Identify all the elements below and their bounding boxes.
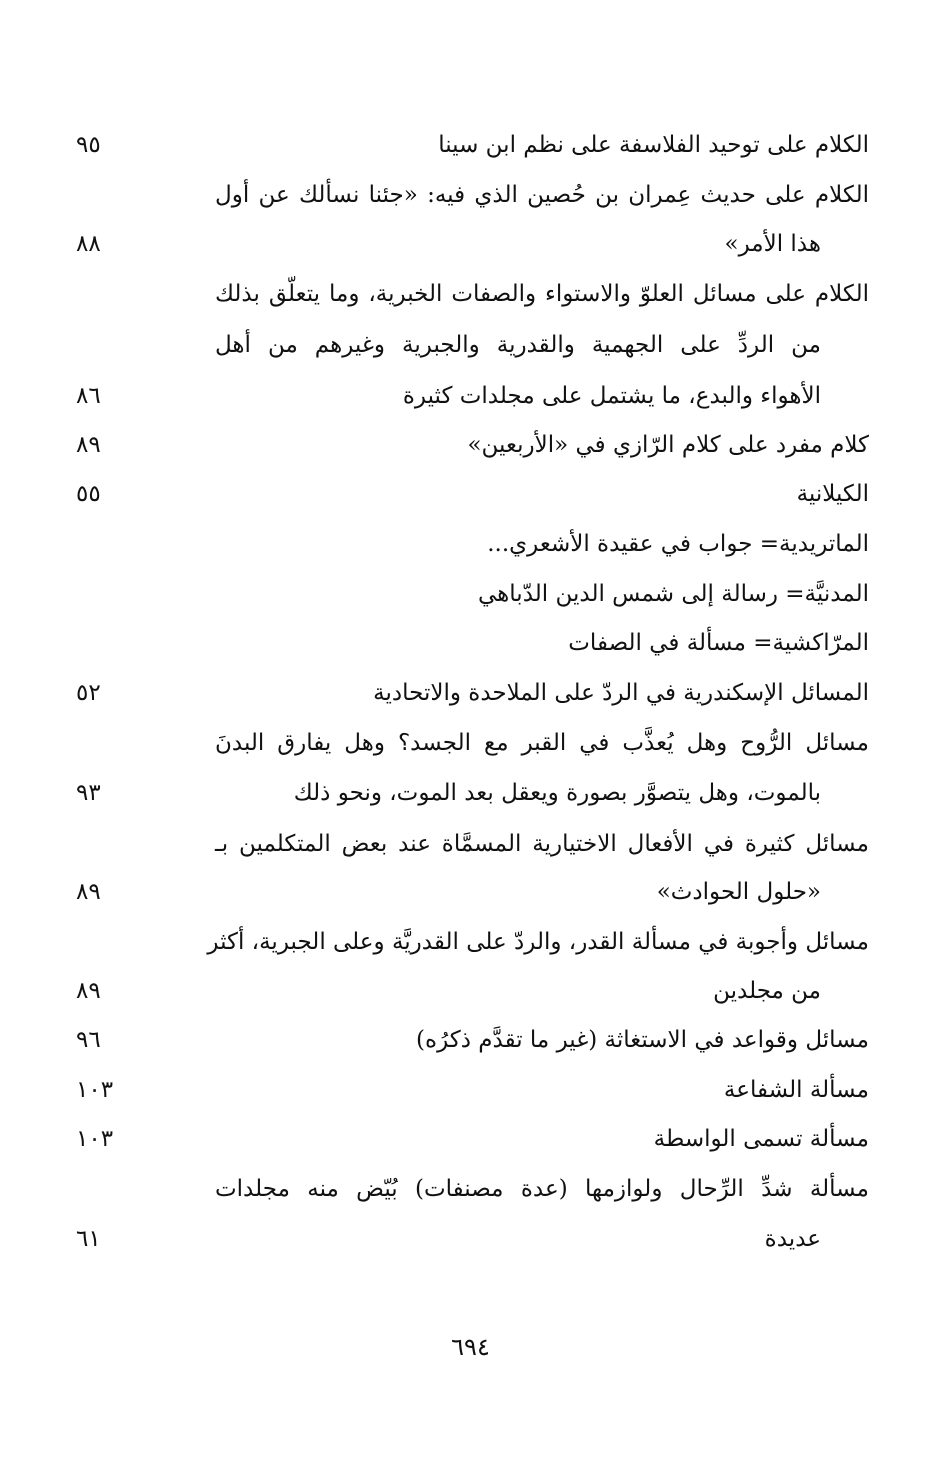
index-line xyxy=(70,967,869,1015)
page-number-footer: ٦٩٤ xyxy=(451,1333,490,1361)
index-line xyxy=(70,570,869,618)
index-page-number: ٥٥ xyxy=(76,481,101,507)
index-line xyxy=(70,1215,869,1263)
index-line xyxy=(70,121,869,169)
index-page-number: ١٠٣ xyxy=(76,1126,114,1152)
index-line xyxy=(70,868,869,916)
index-entry-text: المسائل الإسكندرية في الردّ على الملاحدة والاتحادية xyxy=(373,680,869,706)
index-page-number: ٩٣ xyxy=(76,780,101,806)
index-entry-text: من مجلدين xyxy=(713,978,821,1004)
index-line xyxy=(70,1066,869,1114)
index-line xyxy=(70,1165,869,1213)
index-entry-text: مسائل كثيرة في الأفعال الاختيارية المسمَّاة عند بعض المتكلمين بـ xyxy=(215,831,869,857)
index-entry-text: من الردِّ على الجهمية والقدرية والجبرية وغيرهم من أهل xyxy=(215,332,821,358)
index-page-number: ٨٨ xyxy=(76,231,101,257)
index-entry-text: بالموت، وهل يتصوَّر بصورة ويعقل بعد الموت، ونحو ذلك xyxy=(293,780,821,806)
index-line xyxy=(70,171,869,219)
index-entry-text: مسائل وأجوبة في مسألة القدر، والردّ على القدريَّة وعلى الجبرية، أكثر xyxy=(207,929,869,955)
index-line xyxy=(70,769,869,817)
index-page-number: ٨٩ xyxy=(76,978,101,1004)
index-page-number: ٥٢ xyxy=(76,680,101,706)
index-entry-text: هذا الأمر» xyxy=(724,231,821,257)
index-line xyxy=(70,220,869,268)
index-entry-text: مسألة الشفاعة xyxy=(723,1077,869,1103)
index-line xyxy=(70,918,869,966)
index-page-number: ٦١ xyxy=(76,1226,101,1252)
index-entry-text: مسألة تسمى الواسطة xyxy=(653,1126,869,1152)
index-entry-text: «حلول الحوادث» xyxy=(656,879,821,905)
index-entry-text: الأهواء والبدع، ما يشتمل على مجلدات كثيرة xyxy=(402,383,821,409)
index-entry-text: الكيلانية xyxy=(796,481,869,507)
index-line xyxy=(70,820,869,868)
index-entry-text: عديدة xyxy=(764,1226,821,1252)
index-page-number: ٩٥ xyxy=(76,132,101,158)
index-line xyxy=(70,372,869,420)
index-page-number: ٨٩ xyxy=(76,879,101,905)
index-line xyxy=(70,1115,869,1163)
index-entry-text: الماتريدية= جواب في عقيدة الأشعري... xyxy=(487,531,869,557)
index-page-number: ٨٩ xyxy=(76,432,101,458)
index-page-number: ٨٦ xyxy=(76,383,101,409)
index-line xyxy=(70,719,869,767)
index-line xyxy=(70,470,869,518)
index-entry-text: الكلام على حديث عِمران بن حُصين الذي فيه: «جئنا نسألك عن أول xyxy=(215,182,869,208)
index-line xyxy=(70,270,869,318)
index-page-number: ١٠٣ xyxy=(76,1077,114,1103)
index-line xyxy=(70,669,869,717)
index-entry-text: الكلام على توحيد الفلاسفة على نظم ابن سينا xyxy=(438,132,869,158)
index-entry-text: المرّاكشية= مسألة في الصفات xyxy=(568,630,869,656)
index-entry-text: المدنيَّة= رسالة إلى شمس الدين الدّباهي xyxy=(477,581,869,607)
index-line xyxy=(70,619,869,667)
index-line xyxy=(70,321,869,369)
index-entry-text: مسألة شدِّ الرِّحال ولوازمها (عدة مصنفات) بُيّض منه مجلدات xyxy=(215,1176,869,1202)
index-entry-text: مسائل وقواعد في الاستغاثة (غير ما تقدَّم ذكرُه) xyxy=(416,1027,869,1053)
index-line xyxy=(70,1016,869,1064)
index-line xyxy=(70,520,869,568)
index-entry-text: الكلام على مسائل العلوّ والاستواء والصفات الخبرية، وما يتعلّق بذلك xyxy=(215,281,869,307)
index-entry-text: مسائل الرُّوح وهل يُعذَّب في القبر مع الجسد؟ وهل يفارق البدنَ xyxy=(215,730,869,756)
index-line xyxy=(70,421,869,469)
index-page-number: ٩٦ xyxy=(76,1027,101,1053)
index-entry-text: كلام مفرد على كلام الرّازي في «الأربعين» xyxy=(467,432,869,458)
